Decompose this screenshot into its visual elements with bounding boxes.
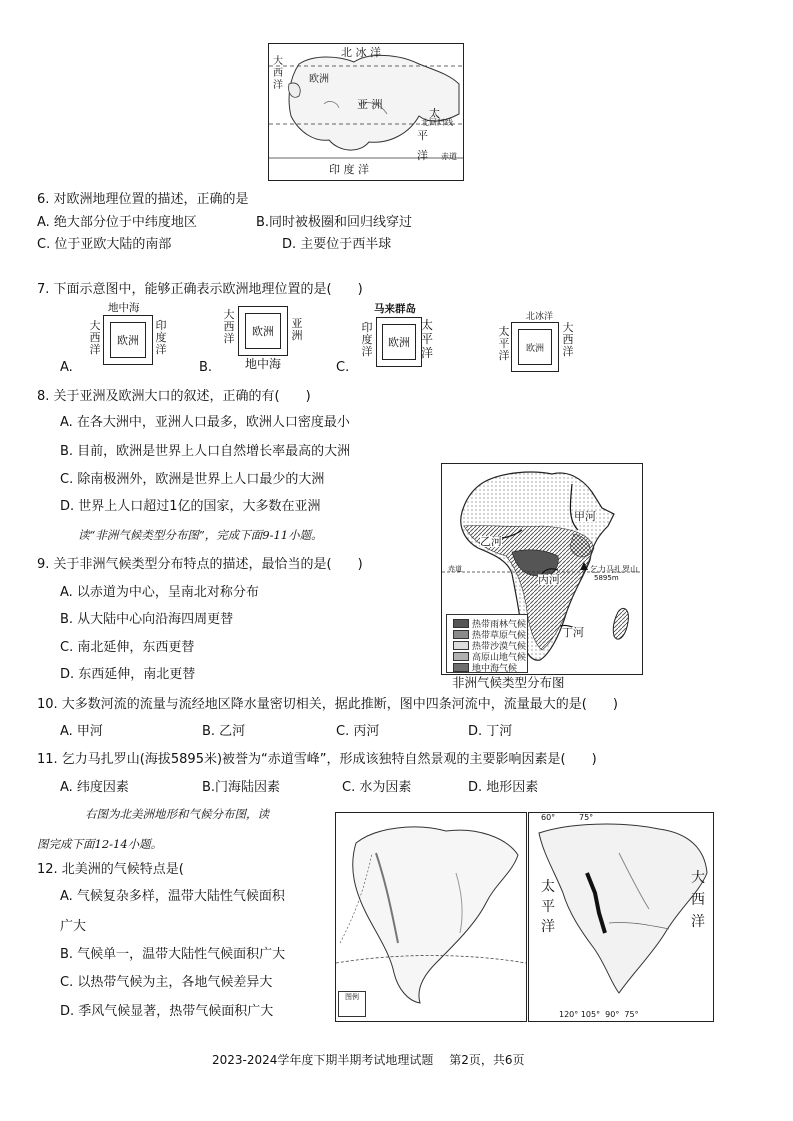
pacific-label-3: 洋 xyxy=(417,149,428,162)
africa-jia-river-label: 甲河 xyxy=(574,510,596,523)
q11-option-d: D. 地形因素 xyxy=(468,780,539,795)
legend-label-mediterranean: 地中海气候 xyxy=(472,664,518,674)
legend-swatch-rainforest xyxy=(453,619,469,628)
na-terrain-drawing xyxy=(336,813,526,1021)
q7-fig-c-center: 欧洲 xyxy=(382,324,416,360)
na-pacific-char-1: 太 xyxy=(541,879,555,895)
legend-label-savanna: 热带草原气候 xyxy=(472,631,527,641)
q12-option-a-line2: 广大 xyxy=(60,919,87,934)
na-pacific-label xyxy=(539,877,557,937)
na-legend-box xyxy=(338,991,366,1017)
q6-option-a: A. 绝大部分位于中纬度地区 xyxy=(37,215,197,230)
na-pacific-char-3: 洋 xyxy=(541,919,555,935)
pacific-label-2: 平 xyxy=(417,129,428,142)
q7-fig-c-right: 太平洋 xyxy=(421,318,434,360)
africa-legend xyxy=(446,614,528,673)
q6-option-d: D. 主要位于西半球 xyxy=(282,237,392,252)
indian-ocean-label: 印 度 洋 xyxy=(329,163,369,176)
q11-option-b: B.门海陆因素 xyxy=(202,780,281,795)
legend-swatch-desert xyxy=(453,641,469,650)
q9-option-a: A. 以赤道为中心，呈南北对称分布 xyxy=(60,585,259,600)
page-footer: 2023-2024学年度下期半期考试地理试题 第2页，共6页 xyxy=(212,1053,525,1067)
q8-stem: 8. 关于亚洲及欧洲大口的叙述，正确的有( ) xyxy=(37,389,311,404)
q8-option-b: B. 目前，欧洲是世界上人口自然增长率最高的大洲 xyxy=(60,444,351,459)
q11-option-c: C. 水为因素 xyxy=(342,780,412,795)
africa-map-caption: 非洲气候类型分布图 xyxy=(452,675,565,690)
q12-option-c: C. 以热带气候为主，各地气候差异大 xyxy=(60,975,273,990)
legend-row-mediterranean xyxy=(453,661,517,674)
q7-fig-d-center: 欧洲 xyxy=(518,329,552,365)
q10-option-b: B. 乙河 xyxy=(202,724,246,739)
legend-swatch-savanna xyxy=(453,630,469,639)
na-lon-top-60: 60° xyxy=(541,813,556,822)
q7-fig-a-left: 大西洋 xyxy=(89,319,101,356)
q8-option-c: C. 除南极洲外，欧洲是世界上人口最少的大洲 xyxy=(60,472,325,487)
legend-swatch-highland xyxy=(453,652,469,661)
read-africa-instruction: 读“非洲气候类型分布图”，完成下面9-11小题。 xyxy=(78,528,323,542)
q9-stem: 9. 关于非洲气候类型分布特点的描述，最恰当的是( ) xyxy=(37,557,363,572)
q8-option-d: D. 世界上人口超过1亿的国家，大多数在亚洲 xyxy=(60,499,321,514)
q7-fig-d-top: 北冰洋 xyxy=(526,312,554,322)
q12-option-a-line1: A. 气候复杂多样，温带大陆性气候面积 xyxy=(60,889,285,904)
africa-yi-river-label: 乙河 xyxy=(480,535,502,548)
tropic-label: 北回归线 xyxy=(421,118,453,127)
q6-stem: 6. 对欧洲地理位置的描述，正确的是 xyxy=(37,192,249,207)
na-atlantic-char-2: 西 xyxy=(691,892,705,908)
q7-option-a: A. xyxy=(60,360,73,375)
q7-fig-b-center: 欧洲 xyxy=(245,313,281,349)
q10-option-d: D. 丁河 xyxy=(468,724,513,739)
q7-fig-b-bottom: 地中海 xyxy=(245,357,282,371)
q6-option-c: C. 位于亚欧大陆的南部 xyxy=(37,237,172,252)
q7-fig-a-right: 印度洋 xyxy=(155,319,167,356)
europe-label: 欧洲 xyxy=(309,74,329,85)
q10-option-c: C. 丙河 xyxy=(336,724,380,739)
africa-equator-label: 赤道 xyxy=(448,565,462,573)
q12-option-d: D. 季风气候显著，热带气候面积广大 xyxy=(60,1004,274,1019)
na-atlantic-char-3: 洋 xyxy=(691,914,705,930)
q7-fig-d-left: 太平洋 xyxy=(498,325,510,362)
na-atlantic-char-1: 大 xyxy=(691,870,705,886)
na-climate-map xyxy=(528,812,714,1022)
q8-option-a: A. 在各大洲中，亚洲人口最多，欧洲人口密度最小 xyxy=(60,415,350,430)
q7-option-c: C. xyxy=(336,360,350,375)
q7-fig-b-left: 大西洋 xyxy=(223,308,235,345)
q12-stem: 12. 北美洲的气候特点是( xyxy=(37,862,184,877)
legend-swatch-mediterranean xyxy=(453,663,469,672)
q7-fig-a-top: 地中海 xyxy=(108,302,140,314)
q7-fig-d xyxy=(511,322,559,372)
africa-bing-river-label: 丙河 xyxy=(538,573,560,586)
q7-fig-a-center: 欧洲 xyxy=(110,322,146,358)
atlantic-ocean-label: 大西洋 xyxy=(273,56,283,91)
q11-option-a: A. 纬度因素 xyxy=(60,780,129,795)
africa-kilimanjaro-label: 乞力马扎罗山 xyxy=(590,565,638,574)
read-na-instruction-2: 图完成下面12-14小题。 xyxy=(37,837,163,851)
na-lon-bottom: 120° 105° 90° 75° xyxy=(559,1010,639,1019)
africa-climate-map xyxy=(441,463,643,675)
q7-option-b: B. xyxy=(199,360,213,375)
africa-kilimanjaro-elevation: 5895m xyxy=(594,574,619,582)
na-pacific-char-2: 平 xyxy=(541,899,555,915)
q9-option-b: B. 从大陆中心向沿海四周更替 xyxy=(60,612,234,627)
q7-fig-b xyxy=(238,306,288,356)
pacific-label-1: 太 xyxy=(429,107,440,120)
arctic-ocean-label: 北 冰 洋 xyxy=(341,46,381,59)
q10-option-a: A. 甲河 xyxy=(60,724,103,739)
q7-fig-b-right: 亚洲 xyxy=(291,317,303,342)
legend-label-rainforest: 热带雨林气候 xyxy=(472,620,527,630)
q9-option-c: C. 南北延伸，东西更替 xyxy=(60,640,195,655)
read-na-instruction-1: 右图为北美洲地形和气候分布图，读 xyxy=(85,807,269,821)
q7-fig-c-top: 马来群岛 xyxy=(374,303,416,315)
eurasia-map xyxy=(268,43,464,181)
na-legend-title: 图例 xyxy=(345,993,359,1001)
q11-stem: 11. 乞力马扎罗山(海拔5895米)被誉为“赤道雪峰”，形成该独特自然景观的主要影响因素是( ) xyxy=(37,752,597,767)
africa-ding-river-label: 丁河 xyxy=(562,626,584,639)
q6-option-b: B.同时被极圈和回归线穿过 xyxy=(256,215,413,230)
asia-label: 亚 洲 xyxy=(357,98,383,111)
q7-fig-c xyxy=(376,317,422,367)
na-atlantic-label xyxy=(689,867,707,933)
q9-option-d: D. 东西延伸，南北更替 xyxy=(60,667,196,682)
q7-fig-a xyxy=(103,315,153,365)
q7-fig-d-right: 大西洋 xyxy=(562,321,574,358)
legend-label-desert: 热带沙漠气候 xyxy=(472,642,527,652)
equator-label: 赤道 xyxy=(441,152,457,161)
na-terrain-map xyxy=(335,812,527,1022)
legend-label-highland: 高原山地气候 xyxy=(472,653,527,663)
q7-fig-c-left: 印度洋 xyxy=(361,321,373,358)
q10-stem: 10. 大多数河流的流量与流经地区降水量密切相关，据此推断，图中四条河流中，流量最大的是( ) xyxy=(37,697,618,712)
na-lon-top-75: 75° xyxy=(579,813,594,822)
q12-option-b: B. 气候单一，温带大陆性气候面积广大 xyxy=(60,947,286,962)
q7-stem: 7. 下面示意图中，能够正确表示欧洲地理位置的是( ) xyxy=(37,282,363,297)
